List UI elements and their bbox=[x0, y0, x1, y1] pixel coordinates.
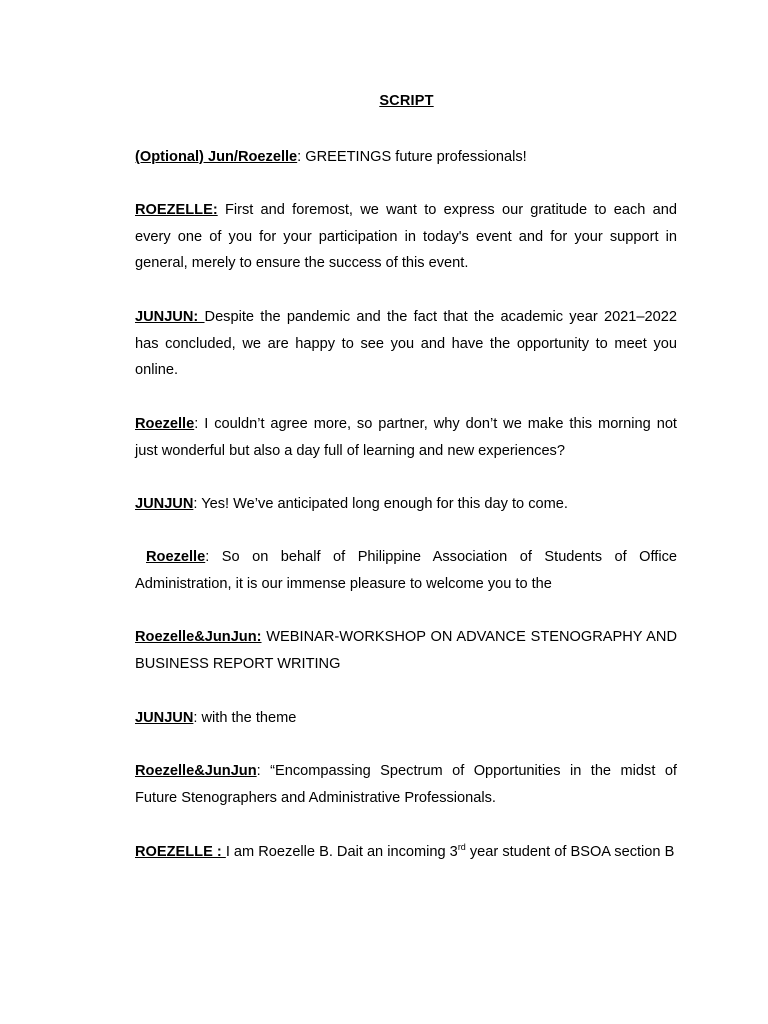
speaker-label: JUNJUN bbox=[135, 496, 194, 512]
script-line bbox=[135, 758, 677, 811]
script-line bbox=[135, 197, 677, 277]
page-title: SCRIPT bbox=[379, 93, 434, 109]
speaker-label: Roezelle&JunJun bbox=[135, 763, 257, 779]
script-line bbox=[135, 411, 677, 464]
speaker-label: JUNJUN bbox=[135, 710, 194, 726]
dialogue-text: I am Roezelle B. Dait an incoming 3 bbox=[225, 844, 458, 860]
dialogue-text: : So on behalf of Philippine Association of Students of Office Administration, it is our immense pleasure to welcome you to the bbox=[135, 549, 677, 592]
dialogue-text: : with the theme bbox=[193, 710, 297, 726]
dialogue-text: : Yes! We’ve anticipated long enough for this day to come. bbox=[193, 496, 568, 512]
script-line bbox=[135, 144, 677, 171]
ordinal-suffix: rd bbox=[457, 842, 466, 853]
speaker-label: Roezelle bbox=[135, 416, 195, 432]
dialogue-text: : “Encompassing Spectrum of Opportunities in the midst of Future Stenographers and Administrative Professionals. bbox=[135, 763, 677, 806]
dialogue-text: First and foremost, we want to express our gratitude to each and every one of you for your participation in today's event and for your support in general, merely to ensure the success of this event. bbox=[135, 202, 677, 272]
dialogue-text: Despite the pandemic and the fact that the academic year 2021–2022 has concluded, we are happy to see you and have the opportunity to meet you online. bbox=[135, 309, 677, 379]
speaker-label: Roezelle bbox=[146, 549, 206, 565]
dialogue-text: year student of BSOA section B bbox=[465, 844, 675, 860]
script-line bbox=[135, 544, 677, 597]
script-line bbox=[135, 491, 677, 518]
speaker-label: JUNJUN: bbox=[135, 309, 205, 325]
speaker-label: ROEZELLE: bbox=[135, 202, 218, 218]
dialogue-text: : I couldn’t agree more, so partner, why don’t we make this morning not just wonderful but also a day full of learning and new experiences? bbox=[135, 416, 677, 459]
script-line bbox=[135, 304, 677, 384]
dialogue-text: WEBINAR-WORKSHOP ON ADVANCE STENOGRAPHY AND BUSINESS REPORT WRITING bbox=[135, 629, 677, 672]
script-line bbox=[135, 839, 677, 866]
speaker-label: Roezelle&JunJun: bbox=[135, 629, 262, 645]
speaker-label: (Optional) Jun/Roezelle bbox=[135, 149, 298, 165]
script-line bbox=[135, 624, 677, 677]
script-line bbox=[135, 705, 677, 732]
speaker-label: ROEZELLE : bbox=[135, 844, 226, 860]
dialogue-text: : GREETINGS future professionals! bbox=[297, 149, 527, 165]
